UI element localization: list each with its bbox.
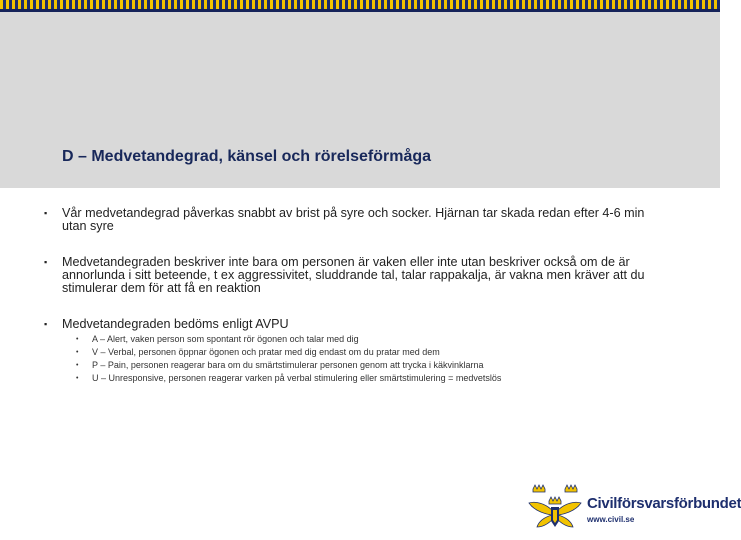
bullet-dot-icon: ▪ [44,257,48,267]
logo-url: www.civil.se [587,515,635,524]
sub-bullet-dot-icon: • [76,362,79,369]
organization-logo [525,483,741,533]
bullet-text: Medvetandegraden bedöms enligt AVPU [62,317,289,331]
slide-title: D – Medvetandegrad, känsel och rörelseförmåga [62,148,432,165]
avpu-item-a [76,333,636,346]
avpu-item-u [76,372,636,385]
avpu-list [76,333,636,385]
bullet-dot-icon: ▪ [44,208,48,218]
sub-bullet-text: P – Pain, personen reagerar bara om du smärtstimulerar personen genom att trycka i käkvinklarna [92,360,484,370]
logo-wordmark: Civilförsvarsförbundet [587,495,741,512]
avpu-item-p [76,359,636,372]
sub-bullet-dot-icon: • [76,375,79,382]
bullet-text: Medvetandegraden beskriver inte bara om personen är vaken eller inte utan beskriver också om de är annorlunda i sitt beteende, t ex aggressivitet, sluddrande tal, talar rappakalja, är vakna men kräver att du stimulerar dem för att få en reaktion [62,255,645,295]
bullet-dot-icon: ▪ [44,319,48,329]
avpu-item-v [76,346,636,359]
sub-bullet-text: V – Verbal, personen öppnar ögonen och pratar med dig endast om du pratar med dem [92,347,440,357]
sub-bullet-dot-icon: • [76,349,79,356]
sub-bullet-dot-icon: • [76,336,79,343]
sub-bullet-text: A – Alert, vaken person som spontant rör ögonen och talar med dig [92,334,359,344]
bullet-text: Vår medvetandegrad påverkas snabbt av brist på syre och socker. Hjärnan tar skada redan efter 4-6 min utan syre [62,206,645,233]
crown-emblem-icon [525,483,585,533]
sub-bullet-text: U – Unresponsive, personen reagerar varken på verbal stimulering eller smärtstimulering = medvetslös [92,373,502,383]
